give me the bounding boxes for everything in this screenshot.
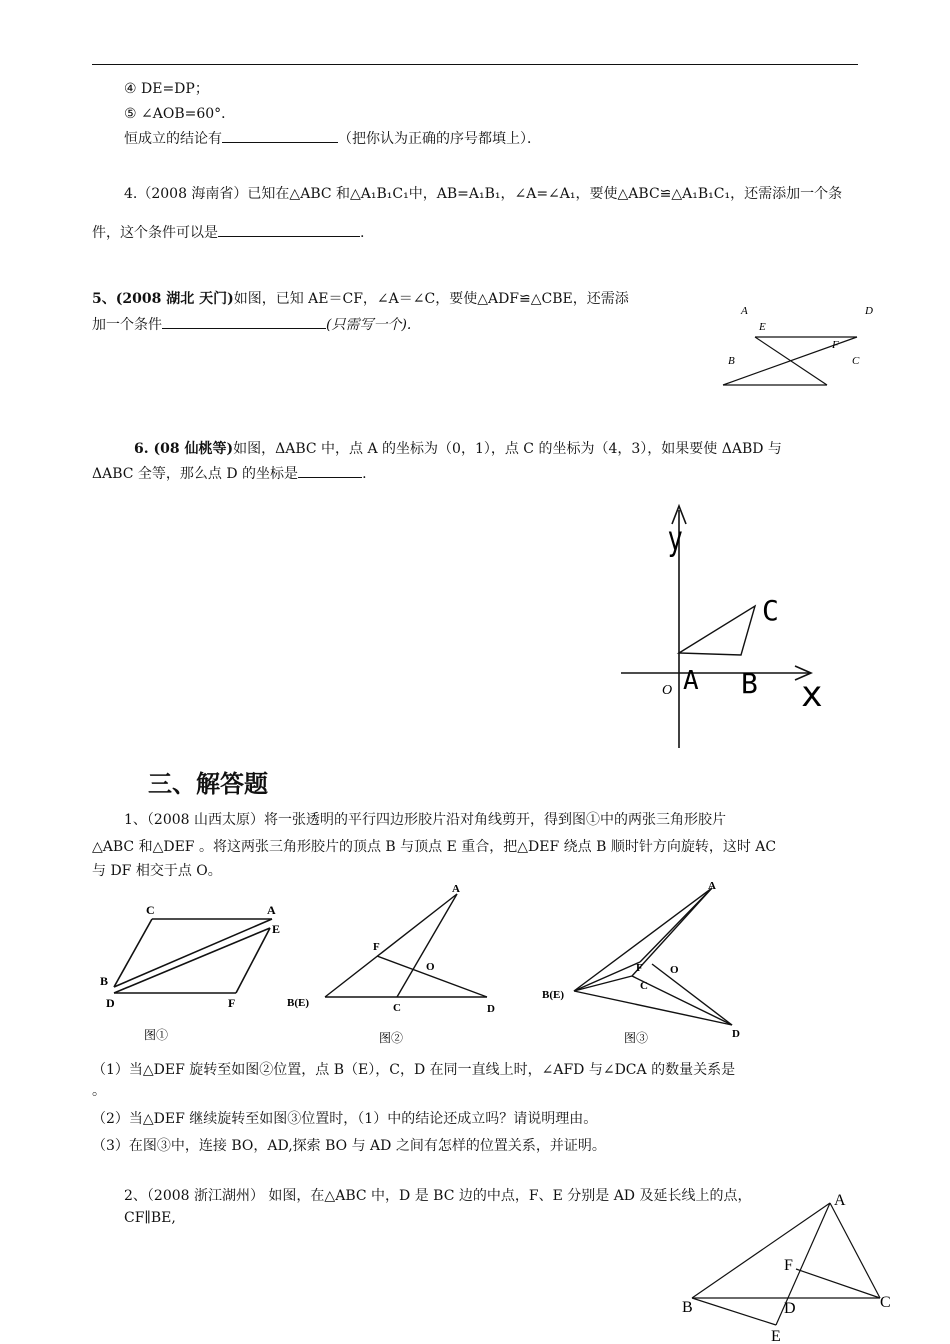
header-rule xyxy=(92,64,858,65)
fig1-label-f: F xyxy=(228,996,236,1010)
q6-line1 xyxy=(134,438,782,458)
label-B: B xyxy=(728,355,735,367)
q6-line2-suffix: . xyxy=(362,466,367,482)
p1-line3: 与 DF 相交于点 O。 xyxy=(92,863,222,879)
option-4: ④ DE=DP； xyxy=(124,81,209,97)
p2-label-f: F xyxy=(784,1257,793,1274)
fig2-label-c: C xyxy=(393,1002,401,1014)
q6-text: 如图，ΔABC 中，点 A 的坐标为（0，1），点 C 的坐标为（4，3），如果要使 ΔABD 与 xyxy=(233,441,782,457)
fig2-label-f: F xyxy=(373,941,380,953)
q4-line2-prefix: 件，这个条件可以是 xyxy=(92,225,218,241)
p2-line1: 2、（2008 浙江湖州） 如图，在△ABC 中，D 是 BC 边的中点，F、E 分别是 AD 及延长线上的点， xyxy=(124,1188,752,1204)
fig1-label-c: C xyxy=(146,903,155,917)
fig1-label-e: E xyxy=(272,922,281,936)
label-E: E xyxy=(759,321,766,333)
label-a: A xyxy=(683,666,699,696)
fig2-label-o: O xyxy=(426,961,435,973)
fig3-label-f: F xyxy=(636,962,643,974)
p1-question-2: （2）当△DEF 继续旋转至如图③位置时，（1）中的结论还成立吗？请说明理由。 xyxy=(92,1111,598,1127)
p1-question-1: （1）当△DEF 旋转至如图②位置，点 B（E），C，D 在同一直线上时，∠AFD 与∠DCA 的数量关系是 xyxy=(92,1062,736,1078)
conclusion-suffix: （把你认为正确的序号都填上）． xyxy=(338,131,541,147)
answer-blank[interactable] xyxy=(218,222,360,237)
p2-label-c: C xyxy=(880,1294,891,1311)
answer-blank[interactable] xyxy=(162,314,326,329)
q4-line2 xyxy=(92,222,364,242)
q6-coordinate-figure xyxy=(615,490,835,752)
label-c: C xyxy=(762,594,779,627)
p2-label-d: D xyxy=(784,1300,796,1317)
p1-line1: 1、（2008 山西太原）将一张透明的平行四边形胶片沿对角线剪开，得到图①中的两张三角形胶片 xyxy=(124,812,726,828)
fig3-caption: 图③ xyxy=(624,1031,649,1045)
label-y: y xyxy=(667,519,683,560)
p2-line2: CF∥BE, xyxy=(124,1210,176,1226)
fig1-label-b: B xyxy=(100,974,109,988)
p1-question-3: （3）在图③中，连接 BO，AD,探索 BO 与 AD 之间有怎样的位置关系，并证明。 xyxy=(92,1138,606,1154)
q5-source: 5、(2008 湖北 天门) xyxy=(92,291,234,307)
p2-label-b: B xyxy=(682,1299,693,1316)
answer-blank[interactable] xyxy=(222,128,338,143)
q6-line2-prefix: ΔABC 全等，那么点 D 的坐标是 xyxy=(92,466,299,482)
fig1-caption: 图① xyxy=(144,1028,169,1042)
label-A: A xyxy=(741,305,748,317)
q4-line1: 4.（2008 海南省）已知在△ABC 和△A₁B₁C₁中，AB=A₁B₁，∠A=∠A₁，要使△ABC≌△A₁B₁C₁，还需添加一个条 xyxy=(124,186,843,202)
figure-1 xyxy=(92,895,292,1045)
p2-label-e: E xyxy=(771,1328,781,1344)
fig3-label-a: A xyxy=(708,880,716,892)
q5-text: 如图，已知 AE＝CF，∠A＝∠C，要使△ADF≌△CBE，还需添 xyxy=(233,291,629,307)
section-title: 三、解答题 xyxy=(148,770,268,798)
q5-line2-prefix: 加一个条件 xyxy=(92,317,162,333)
label-o: O xyxy=(662,683,673,698)
q5-line1 xyxy=(92,288,629,308)
label-x: x xyxy=(801,674,823,715)
fig3-label-o: O xyxy=(670,964,679,976)
q6-line2 xyxy=(92,463,367,483)
q5-line2 xyxy=(92,314,411,334)
figure-2 xyxy=(285,880,515,1045)
q5-figure xyxy=(715,300,885,400)
answer-blank[interactable] xyxy=(298,463,362,478)
fig3-label-d: D xyxy=(732,1028,740,1040)
fig1-label-a: A xyxy=(267,903,276,917)
conclusion-prefix: 恒成立的结论有 xyxy=(124,131,222,147)
p1-question-1-end: 。 xyxy=(92,1083,106,1099)
fig3-label-be: B(E) xyxy=(542,989,564,1001)
p1-line2: △ABC 和△DEF 。将这两张三角形胶片的顶点 B 与顶点 E 重合，把△DEF 绕点 B 顺时针方向旋转，这时 AC xyxy=(92,839,777,855)
fig2-label-be: B(E) xyxy=(287,997,309,1009)
fig3-label-c: C xyxy=(640,980,648,992)
fig2-caption: 图② xyxy=(379,1031,404,1045)
p2-label-a: A xyxy=(834,1192,846,1209)
label-b: B xyxy=(741,667,758,700)
triangle-abc xyxy=(679,606,755,655)
fig1-label-d: D xyxy=(106,996,115,1010)
fig2-label-a: A xyxy=(452,883,460,895)
label-F: F xyxy=(832,339,839,351)
option-5: ⑤ ∠AOB=60°． xyxy=(124,106,236,122)
fig2-label-d: D xyxy=(487,1003,495,1015)
q4-line2-suffix: . xyxy=(360,225,365,241)
conclusion-line xyxy=(124,128,541,148)
label-D: D xyxy=(865,305,873,317)
label-C: C xyxy=(852,355,860,367)
figure-3 xyxy=(540,878,770,1045)
q5-line2-suffix: (只需写一个). xyxy=(326,317,412,333)
p2-figure xyxy=(678,1183,900,1344)
q6-source: 6. (08 仙桃等) xyxy=(134,441,234,457)
